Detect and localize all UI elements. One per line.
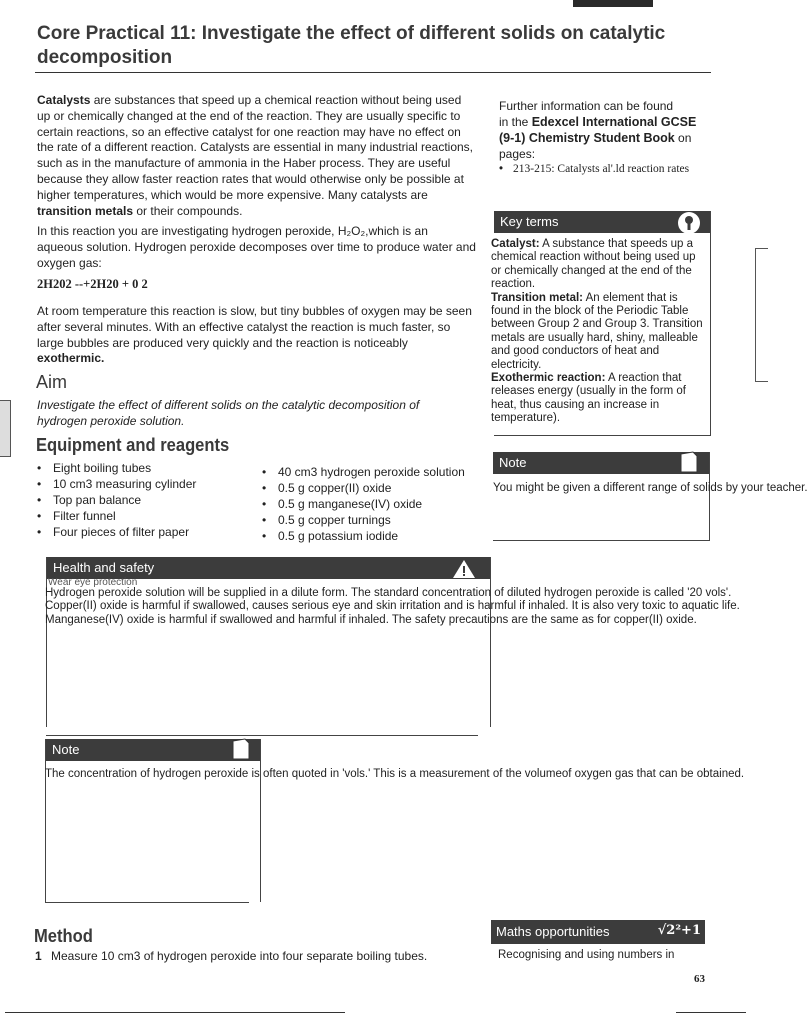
note-box-solids (493, 452, 710, 541)
maths-sqrt-icon: √2²+1 (657, 923, 701, 938)
equipment-list-right (262, 464, 487, 544)
key-terms-key-icon (678, 212, 700, 234)
list-item: • Filter funnel (37, 508, 257, 524)
method-step (35, 949, 475, 965)
decomposition-equation: 2H202 --+2H20 + 0 2 (37, 277, 148, 291)
list-item: • 0.5 g manganese(IV) oxide (262, 496, 487, 512)
key-terms-heading: Key terms (500, 214, 559, 229)
left-margin-tab (0, 400, 11, 457)
hazard-line: Hydrogen peroxide solution will be supplied in a dilute form. The standard concentration of diluted hydrogen peroxide is called '20 vols'. (45, 587, 732, 599)
key-terms-box (491, 211, 711, 436)
further-info-in: in the (499, 115, 532, 129)
transition-metal-definition: An element that is found in the block of the Periodic Table between Group 2 and Group 3. Transition metals are usually hard, shiny, malleable and good conductors of heat and electricity. (491, 291, 703, 371)
catalysts-term: Catalysts (37, 93, 91, 107)
title-rule (35, 72, 711, 73)
catalyst-definition: A substance that speeds up a chemical reaction without being used up or chemically changed at the end of the reaction. (491, 238, 696, 291)
catalyst-term: Catalyst: (491, 238, 540, 250)
maths-text: Recognising and using numbers in (498, 949, 675, 961)
hazard-line: Manganese(IV) oxide is harmful if swallowed and harmful if inhaled. The safety precautions are the same as for copper(II) oxide. (45, 613, 697, 626)
note-solids-text: You might be given a different range of solids by your teacher. (493, 482, 808, 494)
hazard-line: Copper(II) oxide is harmful if swallowed, causes serious eye and skin irritation and is harmful if inhaled. It is also very toxic to aquatic life. (45, 600, 740, 613)
equipment-heading: Equipment and reagents (36, 435, 230, 455)
exothermic-definition: A reaction that releases energy (usually in the form of heat, thus causing an increase in temperature). (491, 372, 686, 425)
equipment-list-left (37, 460, 257, 540)
list-item: • 0.5 g copper(II) oxide (262, 480, 487, 496)
method-heading: Method (34, 926, 93, 946)
maths-opportunities-header (491, 920, 705, 944)
health-safety-hidden-line: Wear eye protection (48, 577, 138, 588)
note-heading: Note (52, 742, 80, 757)
further-info (499, 98, 699, 162)
aim-heading: Aim (36, 372, 67, 392)
page-title: Core Practical 11: Investigate the effect of different solids on catalytic decomposition (37, 23, 666, 68)
list-item: • 0.5 g copper turnings (262, 512, 487, 528)
note-paper-icon (231, 737, 251, 761)
step-text: Measure 10 cm3 of hydrogen peroxide into four separate boiling tubes. (51, 949, 428, 963)
warning-icon (451, 558, 477, 580)
exothermic-term: exothermic. (37, 351, 105, 366)
note-concentration-text: The concentration of hydrogen peroxide is often quoted in 'vols.' This is a measurement of the volumeof oxygen gas that can be obtained. (45, 768, 745, 780)
step-number: 1 (35, 949, 42, 963)
list-item: • 0.5 g potassium iodide (262, 528, 487, 544)
transition-metal-term: Transition metal: (491, 291, 584, 304)
further-info-item: • 213-215: Catalysts al'.ld reaction rates (499, 163, 690, 175)
student-book-title: Edexcel International GCSE (9-1) Chemistry Student Book (499, 115, 697, 145)
health-safety-header (47, 557, 490, 579)
aim-text: Investigate the effect of different solids on the catalytic decomposition of hydrogen peroxide solution. (37, 398, 420, 428)
list-item: • 40 cm3 hydrogen peroxide solution (262, 464, 487, 480)
page-number: 63 (694, 973, 705, 985)
reaction-paragraph: In this reaction you are investigating hydrogen peroxide, H₂O₂,which is an aqueous solution. Hydrogen peroxide decomposes over time to produce water and oxygen gas: (37, 224, 476, 270)
note-header (46, 739, 260, 761)
footer-rule-left (5, 1012, 345, 1013)
maths-heading: Maths opportunities (496, 924, 610, 939)
note-rule (45, 902, 249, 903)
intro-text: are substances that speed up a chemical reaction without being used up or chemically changed at the end of the reaction. They are usually specific to certain reactions, so an effective catalyst for one reaction may have no effect on the rate of a different reaction. Catalysts are essential in many industrial reactions, such as in the manufacture of ammonia in the Haber process. They are useful because they allow faster reaction rates that would otherwise only be possible at higher temperatures, which would be more expensive. Many catalysts are (37, 93, 474, 202)
health-safety-heading: Health and safety (53, 560, 155, 575)
list-item: • Four pieces of filter paper (37, 524, 257, 540)
pages-reference: 213-215: Catalysts al'.ld reaction rates (513, 163, 690, 175)
transition-metals-term: transition metals (37, 203, 134, 218)
right-margin-tab (755, 248, 768, 382)
key-terms-content (491, 238, 705, 426)
health-safety-rule (46, 735, 478, 736)
observation-paragraph (37, 304, 477, 367)
top-tab-marker (573, 0, 653, 7)
list-item: • Top pan balance (37, 492, 257, 508)
intro-paragraph (37, 93, 477, 219)
further-info-pages: on pages: (499, 131, 692, 161)
intro-text-end: or their compounds. (133, 203, 243, 218)
exothermic-reaction-term: Exothermic reaction: (491, 372, 606, 385)
note-header (493, 452, 709, 474)
note-paper-icon (679, 450, 699, 474)
list-item: • 10 cm3 measuring cylinder (37, 476, 257, 492)
observation-text: At room temperature this reaction is slow, but tiny bubbles of oxygen may be seen after several minutes. With an effective catalyst the reaction is much faster, so large bubbles are produced very quickly and the reaction is noticeably (37, 304, 472, 350)
further-info-line: Further information can be found (499, 99, 674, 113)
footer-rule-right (676, 1012, 746, 1013)
list-item: • Eight boiling tubes (37, 460, 257, 476)
note-box-concentration (45, 739, 261, 902)
health-safety-text (45, 587, 768, 627)
note-heading: Note (499, 455, 527, 470)
